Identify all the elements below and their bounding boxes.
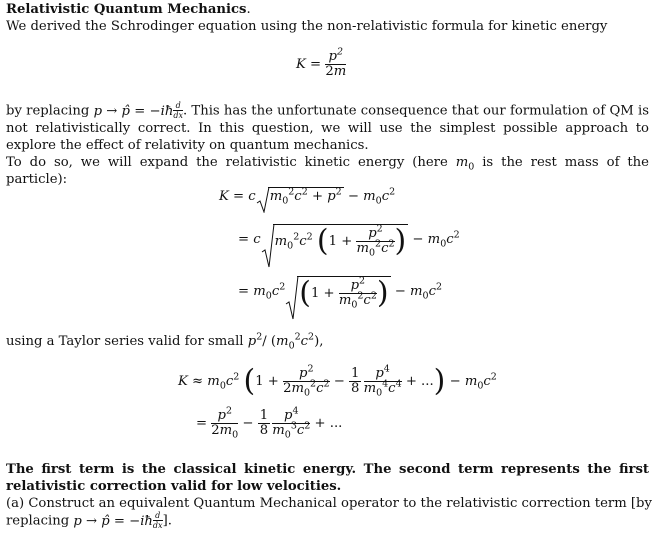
equation-classical-kinetic: K = $\frac{p^2}{2m}$ — [296, 46, 347, 79]
intro-text: We derived the Schrodinger equation using the non-relativistic formula for kinetic energy — [6, 19, 608, 34]
part-a-line1: (a) Construct an equivalent Quantum Mechanical operator to the relativistic correction term [by — [6, 496, 652, 511]
equation-taylor-line2: = $\frac{p^2}{2m_0}$ − $\frac{1}{8}$ $\frac{p^4}{m_0^3c^2}$ + ... — [196, 405, 343, 441]
equation-relativistic-line3: = $m_0c^2$ (1 + $\frac{p^2}{m_0^2c^2}$ ) − $m_0c^2$ — [238, 276, 442, 307]
equation-relativistic-line2: = c $m_0^2c^2$ (1 + $\frac{p^2}{m_0^2c^2}$ ) − $m_0c^2$ — [238, 224, 460, 255]
section-title: Relativistic Quantum Mechanics — [6, 2, 247, 17]
title-line: Relativistic Quantum Mechanics. — [6, 2, 251, 17]
equation-taylor-line1: $K \approx m_0c^2$ (1 + $\frac{p^2}{2m_0^2c^2}$ − $\frac{1}{8}$ $\frac{p^4}{m_0^4c^4}$ + ...) − $m_0c^2$ — [178, 363, 497, 399]
bold-statement: The first term is the classical kinetic energy. The second term represents the first relativistic correction valid for low velocities. — [6, 462, 649, 494]
part-a-line2: replacing p → p̂ = −iħ $\frac{d}{dx}$ ]. — [6, 511, 172, 530]
paragraph-replacement: by replacing p → p̂ = −iħ $\frac{d}{dx}$ . This has the unfortunate consequence that our formulation of QM is not relativistically correct. In this question, we will use the simplest possible approach to explore the effect of relativity on quantum mechanics. — [6, 101, 649, 153]
paragraph-taylor: using a Taylor series valid for small $p^2/$ $(m_0^2c^2)$, — [6, 331, 324, 352]
equation-relativistic-line1: K = c $m_0^2c^2 + p^2 - m_0c^2$ — [219, 187, 395, 206]
paragraph-expand: To do so, we will expand the relativistic kinetic energy (here $m_0$ is the rest mass of the particle): — [6, 155, 649, 187]
